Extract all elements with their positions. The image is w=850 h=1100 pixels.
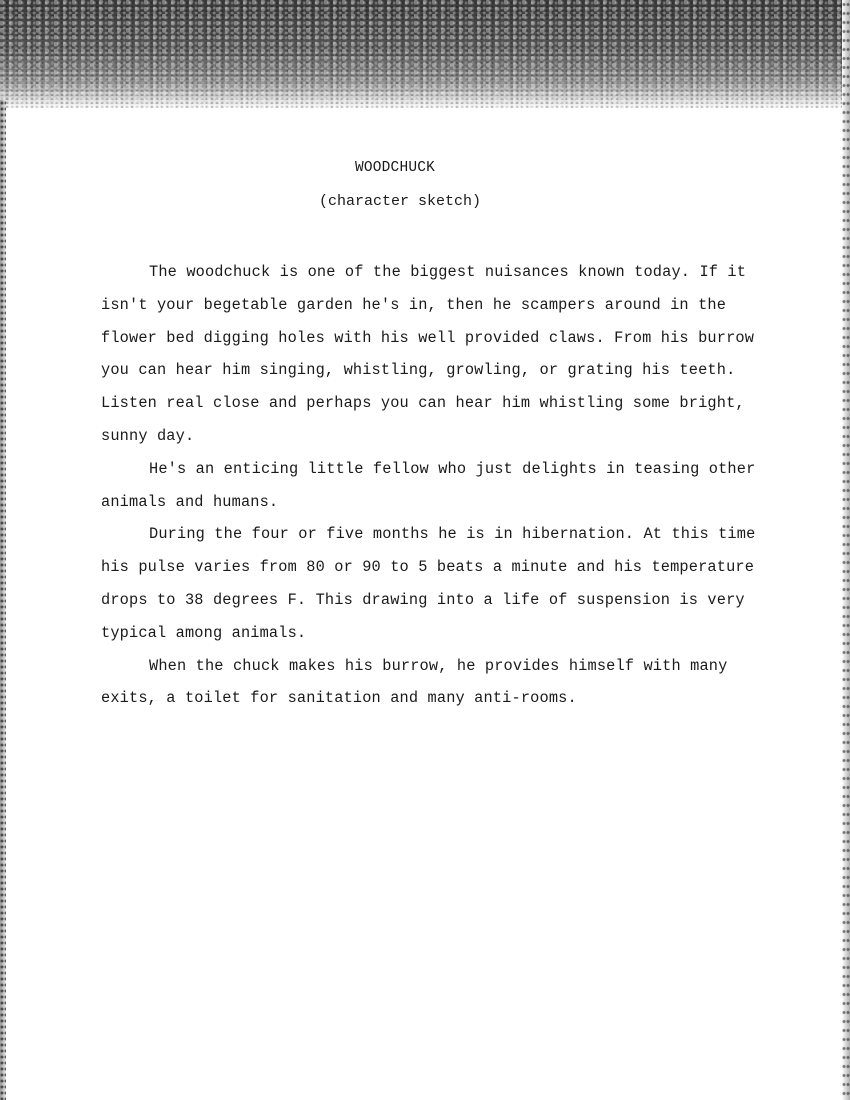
paragraph: When the chuck makes his burrow, he provides himself with many exits, a toilet for sanitation and many anti-rooms. (101, 656, 728, 708)
paragraph: The woodchuck is one of the biggest nuisances known today. If it isn't your begetable garden he's in, then he scampers around in the flower bed digging holes with his well provided claws. From his burrow you can hear him singing, whistling, growling, or grating his teeth. Listen real close and perhaps you can hear him whistling some bright, sunny day. (101, 263, 755, 445)
paragraph: He's an enticing little fellow who just delights in teasing other animals and humans. (101, 459, 756, 511)
document-subtitle: (character sketch) (318, 193, 482, 210)
document-title: WOODCHUCK (354, 160, 436, 176)
paragraph: During the four or five months he is in hibernation. At this time his pulse varies from 80 or 90 to 5 beats a minute and his temperature drops to 38 degrees F. This drawing into a life of suspension is very typical among animals. (101, 525, 756, 642)
document-body (101, 256, 781, 715)
